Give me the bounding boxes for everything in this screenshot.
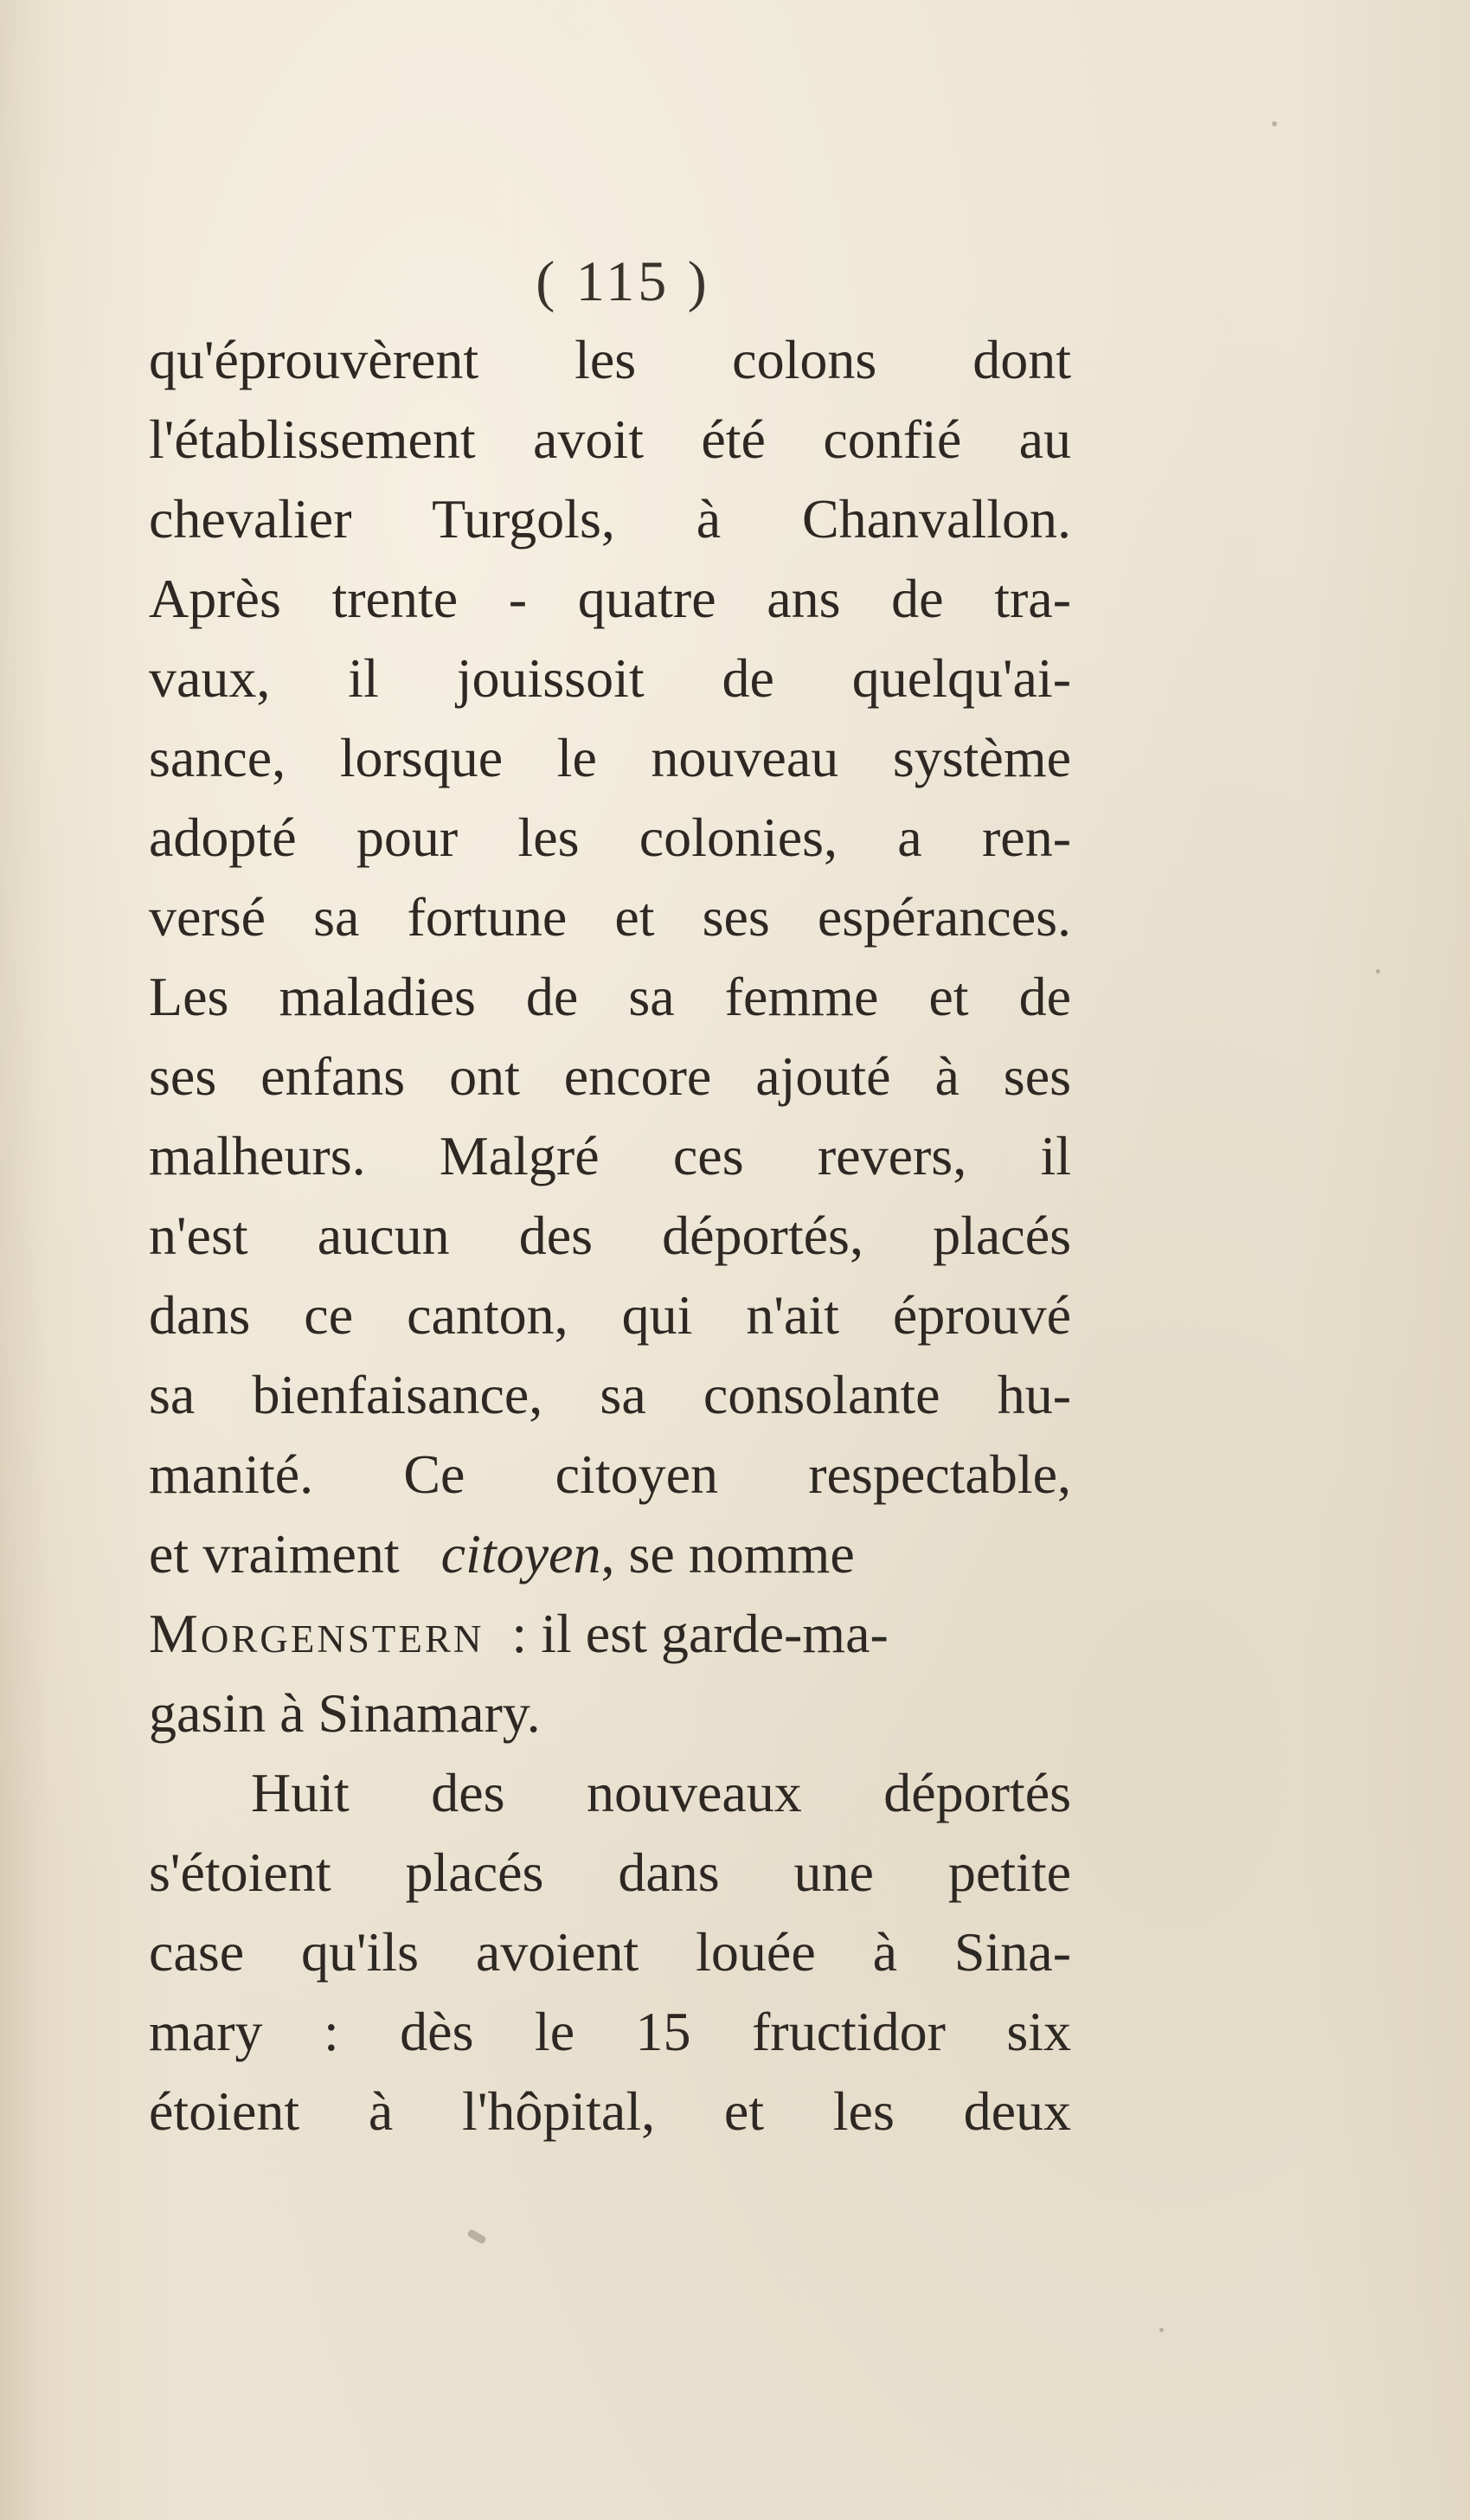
text-line: versé sa fortune et ses espérances. <box>149 886 1071 948</box>
text-line: sa bienfaisance, sa consolante hu- <box>149 1364 1071 1425</box>
paper-speck <box>1272 121 1277 126</box>
text-line: adopté pour les colonies, a ren- <box>149 807 1071 868</box>
paper-speck <box>466 2228 487 2245</box>
text-line: étoient à l'hôpital, et les deux <box>149 2080 1071 2142</box>
paper-speck <box>1376 969 1380 974</box>
text-line: chevalier Turgols, à Chanvallon. <box>149 488 1071 550</box>
page-number: ( 115 ) <box>536 250 710 313</box>
text-line: mary : dès le 15 fructidor six <box>149 2001 1071 2062</box>
text-line-citoyen <box>149 1514 1071 1594</box>
small-caps-name: Morgenstern <box>149 1603 485 1664</box>
italic-word: citoyen <box>440 1523 601 1585</box>
text-line: dans ce canton, qui n'ait éprouvé <box>149 1284 1071 1346</box>
text-line-name <box>149 1594 1071 1674</box>
text-segment: et vraiment <box>149 1523 400 1585</box>
text-line: ses enfans ont encore ajouté à ses <box>149 1045 1071 1107</box>
text-line: manité. Ce citoyen respectable, <box>149 1443 1071 1505</box>
text-line: sance, lorsque le nouveau système <box>149 727 1071 788</box>
text-line: Après trente - quatre ans de tra- <box>149 568 1071 629</box>
text-line: n'est aucun des déportés, placés <box>149 1205 1071 1266</box>
text-line: qu'éprouvèrent les colons dont <box>149 329 1071 390</box>
text-line: l'établissement avoit été confié au <box>149 408 1071 470</box>
text-line: s'étoient placés dans une petite <box>149 1842 1071 1903</box>
text-segment: : il est garde-ma- <box>511 1603 889 1664</box>
text-line: malheurs. Malgré ces revers, il <box>149 1125 1071 1186</box>
text-segment: , se nomme <box>600 1523 855 1585</box>
text-line: Huit des nouveaux déportés <box>251 1762 1071 1823</box>
text-line: vaux, il jouissoit de quelqu'ai- <box>149 647 1071 709</box>
paper-speck <box>1159 2328 1164 2332</box>
text-line: Les maladies de sa femme et de <box>149 966 1071 1027</box>
text-line: gasin à Sinamary. <box>149 1682 541 1744</box>
text-line: case qu'ils avoient louée à Sina- <box>149 1921 1071 1983</box>
